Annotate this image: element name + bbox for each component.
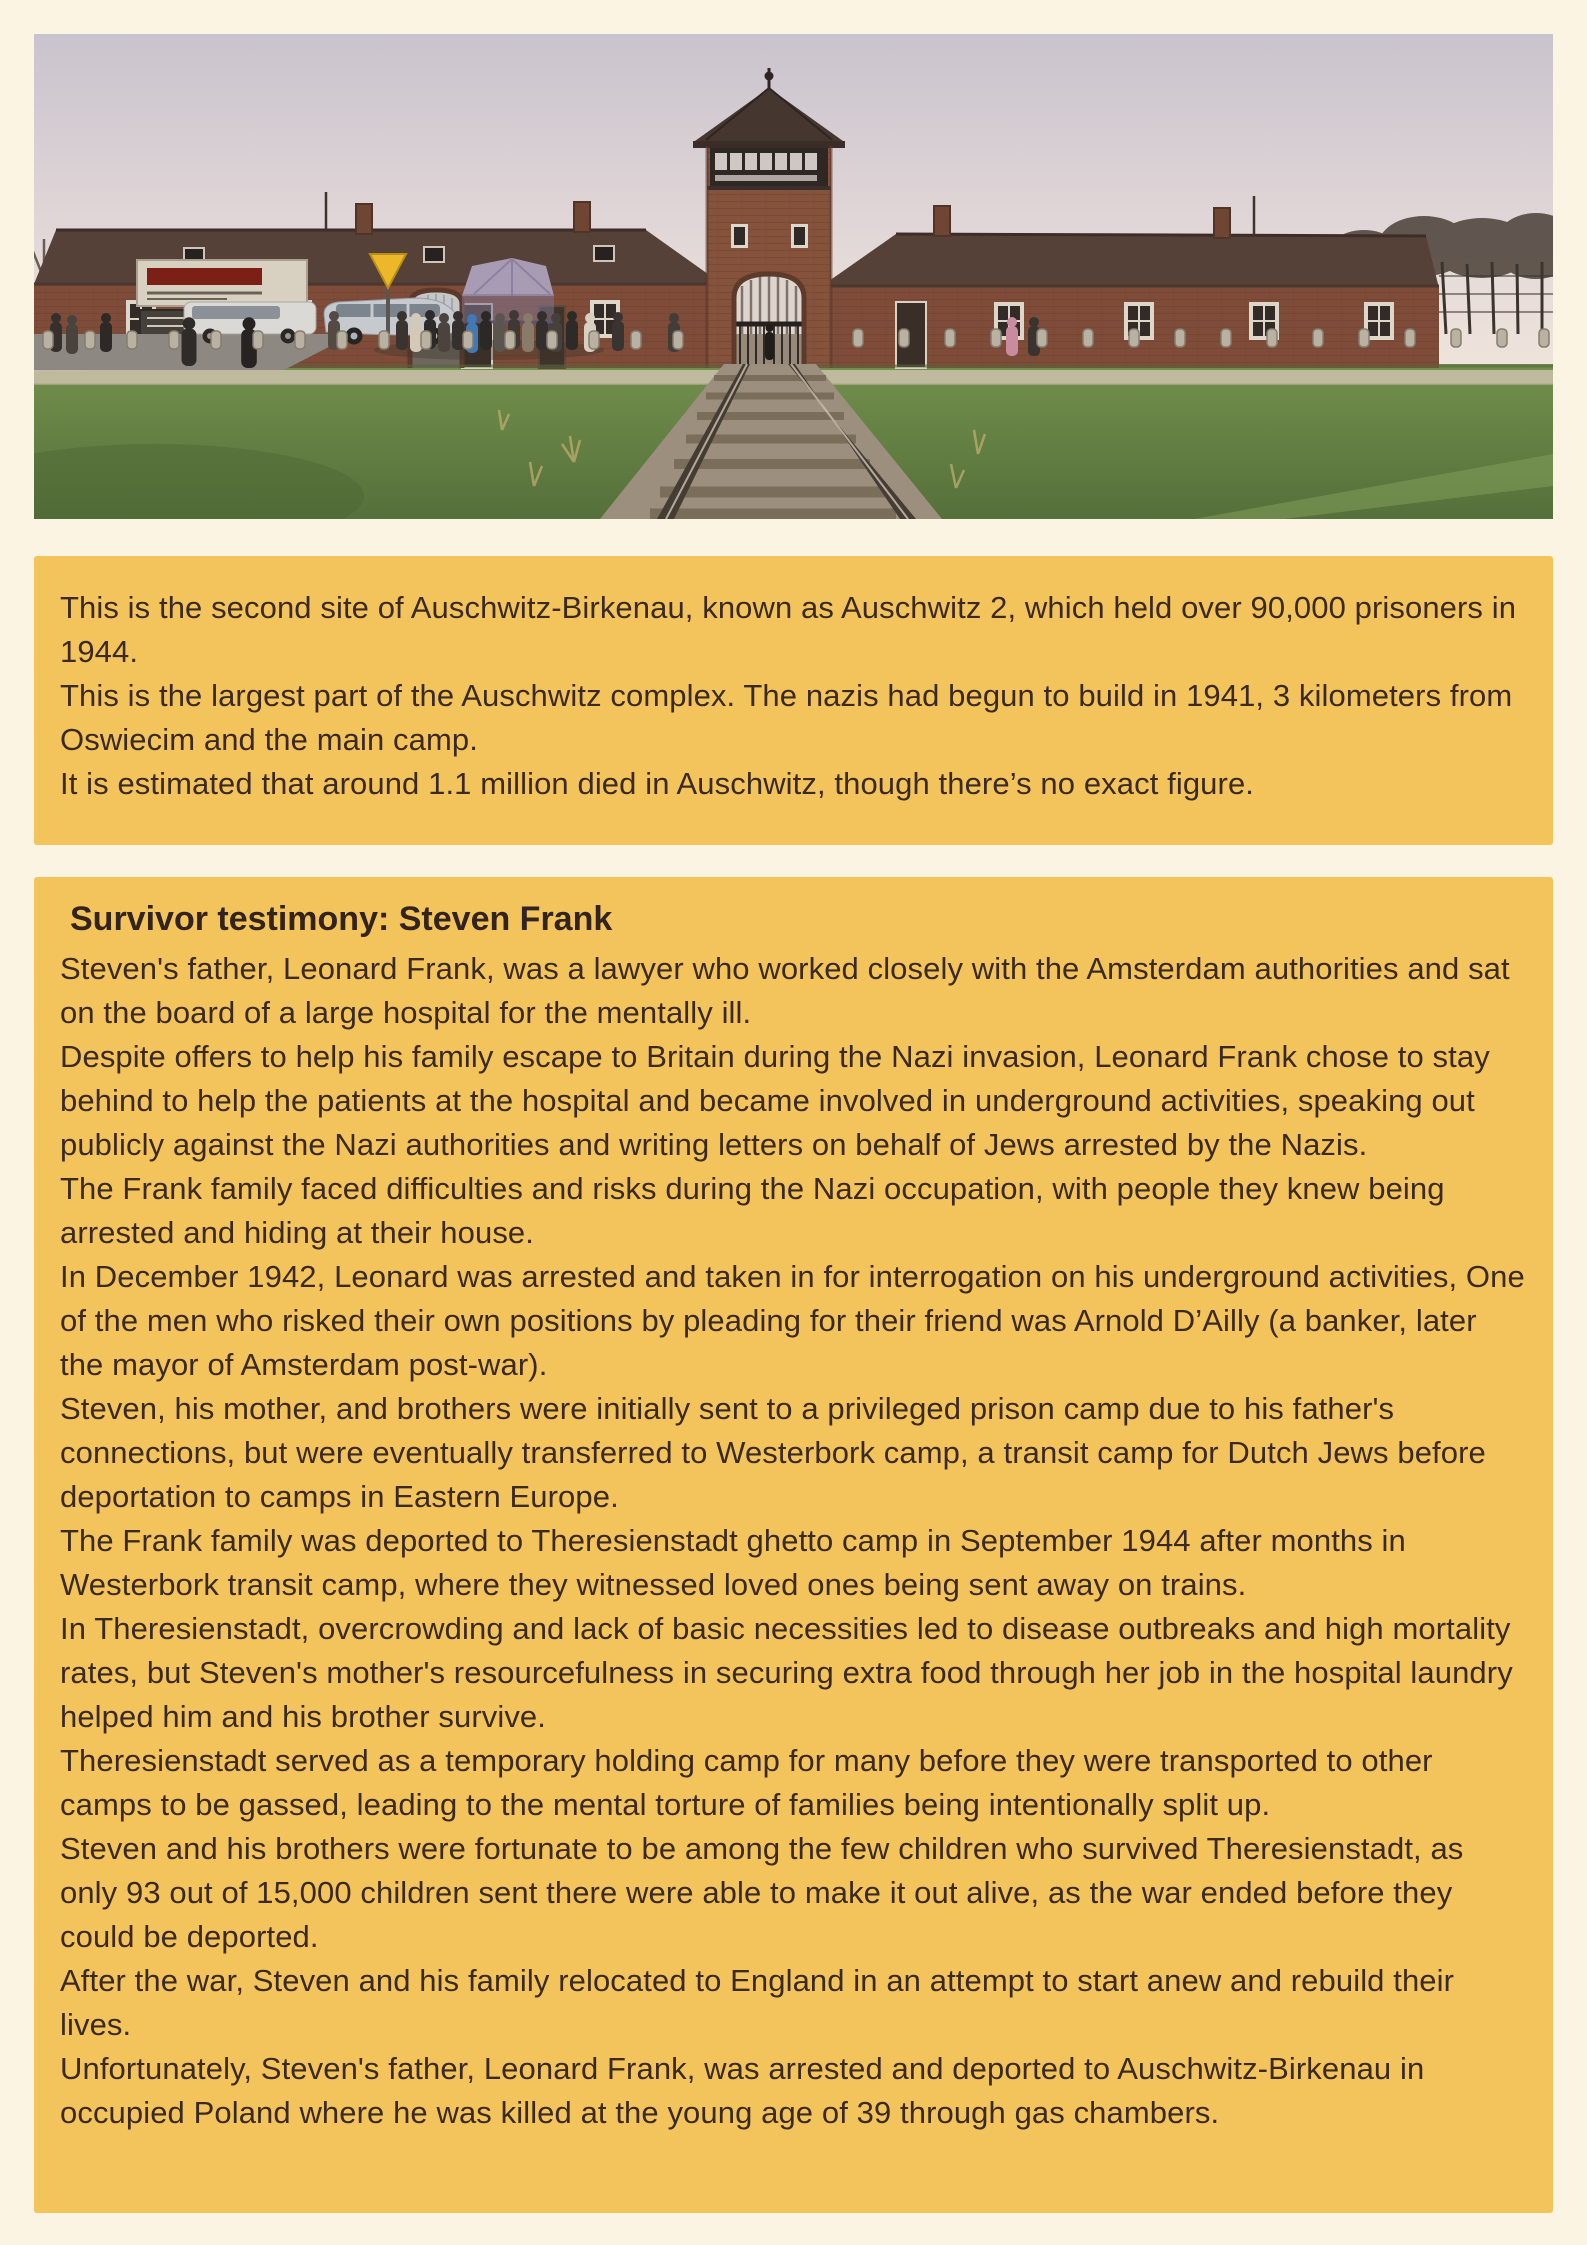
testimony-paragraph: Steven's father, Leonard Frank, was a lawyer who worked closely with the Amsterdam authorities and sat on the board of a large hospital for the mentally ill.	[60, 951, 1510, 1030]
testimony-paragraph: Steven, his mother, and brothers were initially sent to a privileged prison camp due to his father's connections, but were eventually transferred to Westerbork camp, a transit camp for Dutch Jews before deportation to camps in Eastern Europe.	[60, 1391, 1486, 1514]
info-panel	[34, 556, 1553, 845]
testimony-paragraph: Unfortunately, Steven's father, Leonard Frank, was arrested and deported to Auschwitz-Birkenau in occupied Poland where he was killed at the young age of 39 through gas chambers.	[60, 2051, 1425, 2130]
info-paragraph: This is the largest part of the Auschwitz complex. The nazis had begun to build in 1941, 3 kilometers from Oswiecim and the main camp.	[60, 678, 1513, 757]
gate-arch	[734, 274, 804, 368]
testimony-paragraph: Theresienstadt served as a temporary holding camp for many before they were transported to other camps to be gassed, leading to the mental torture of families being intentionally split up.	[60, 1743, 1433, 1822]
camp-photo-illustration	[34, 34, 1553, 519]
camp-photo	[34, 34, 1553, 519]
testimony-paragraph: Despite offers to help his family escape to Britain during the Nazi invasion, Leonard Frank chose to stay behind to help the patients at the hospital and became involved in underground activities, speaking out publicly against the Nazi authorities and writing letters on behalf of Jews arrested by the Nazis.	[60, 1039, 1490, 1162]
testimony-heading: Survivor testimony: Steven Frank	[70, 900, 613, 938]
testimony-paragraph: Steven and his brothers were fortunate to be among the few children who survived Theresienstadt, as only 93 out of 15,000 children sent there were able to make it out alive, as the war ended before they could be deported.	[60, 1831, 1464, 1954]
testimony-panel	[34, 877, 1553, 2213]
testimony-paragraph: After the war, Steven and his family relocated to England in an attempt to start anew and rebuild their lives.	[60, 1963, 1455, 2042]
testimony-paragraph: The Frank family was deported to Theresienstadt ghetto camp in September 1944 after months in Westerbork transit camp, where they witnessed loved ones being sent away on trains.	[60, 1523, 1406, 1602]
info-paragraph: This is the second site of Auschwitz-Birkenau, known as Auschwitz 2, which held over 90,000 prisoners in 1944.	[60, 590, 1517, 669]
testimony-paragraph: In December 1942, Leonard was arrested and taken in for interrogation on his underground activities, One of the men who risked their own positions by pleading for their friend was Arnold D’Ailly (a banker, later the mayor of Amsterdam post-war).	[60, 1259, 1525, 1382]
testimony-paragraph: The Frank family faced difficulties and risks during the Nazi occupation, with people they knew being arrested and hiding at their house.	[60, 1171, 1445, 1250]
testimony-paragraph: In Theresienstadt, overcrowding and lack of basic necessities led to disease outbreaks and high mortality rates, but Steven's mother's resourcefulness in securing extra food through her job in the hospital laundry helped him and his brother survive.	[60, 1611, 1513, 1734]
info-paragraph: It is estimated that around 1.1 million died in Auschwitz, though there’s no exact figure.	[60, 766, 1254, 801]
